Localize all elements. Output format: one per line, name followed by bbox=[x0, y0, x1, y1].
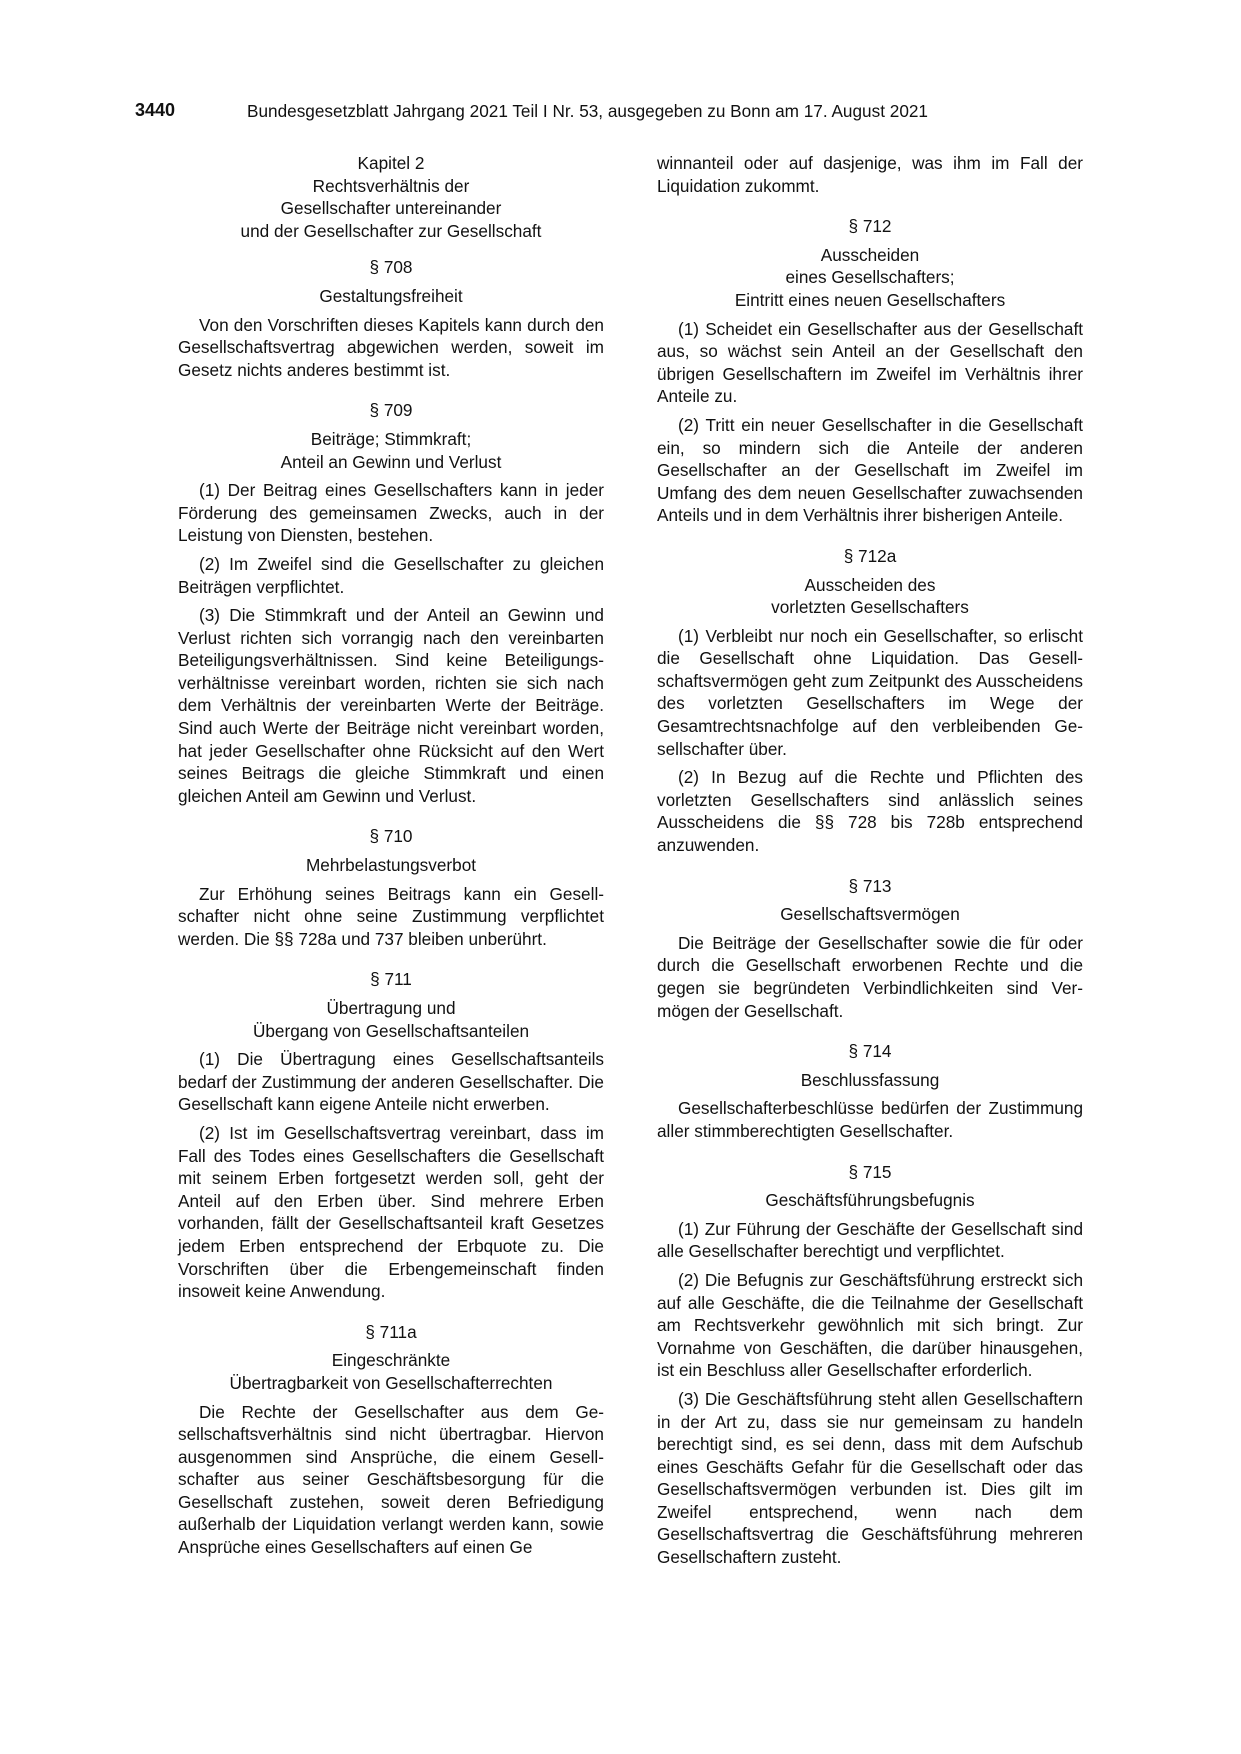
paragraph-continuation: winnanteil oder auf dasjenige, was ihm im Fall der Liquidation zukommt. bbox=[657, 153, 1083, 196]
section-number-712: § 712 bbox=[848, 216, 892, 237]
paragraph: (1) Die Übertragung eines Gesellschaftsanteils bedarf der Zustimmung der anderen Gesellschafter. Die Gesellschaft kann eigene Anteile nicht erwerben. bbox=[178, 1049, 604, 1115]
section-title-713: Gesellschaftsvermögen bbox=[780, 904, 960, 925]
chapter-title-line: Rechtsverhältnis der bbox=[312, 175, 470, 196]
paragraph: Von den Vorschriften dieses Kapitels kann durch den Gesellschaftsvertrag abgewichen werden, soweit im Gesetz nichts anderes bestimmt ist. bbox=[178, 314, 604, 380]
section-title-line: Übergang von Gesellschaftsanteilen bbox=[252, 1020, 530, 1041]
section-number-711a: § 711a bbox=[365, 1321, 417, 1342]
chapter-heading bbox=[178, 152, 604, 242]
chapter-title-line: Gesellschafter untereinander bbox=[280, 198, 502, 219]
section-number-712a: § 712a bbox=[843, 545, 897, 566]
section-title-711 bbox=[178, 997, 604, 1042]
chapter-title-line: und der Gesellschafter zur Gesellschaft bbox=[240, 220, 542, 241]
section-title-714: Beschlussfassung bbox=[800, 1069, 940, 1090]
section-title-line: Eintritt eines neuen Gesellschafters bbox=[734, 289, 1006, 310]
section-title-line: Ausscheiden bbox=[820, 244, 920, 265]
section-number-710: § 710 bbox=[369, 826, 413, 847]
paragraph: Die Beiträge der Gesellschafter sowie die für oder durch die Gesellschaft erworbenen Rechte und die gegen sie begründeten Verbindlichkeiten sind Vermögen der Gesellschaft. bbox=[657, 932, 1083, 1021]
chapter-number: Kapitel 2 bbox=[357, 153, 425, 173]
section-title-715: Geschäftsführungsbefugnis bbox=[765, 1190, 975, 1211]
section-number-713: § 713 bbox=[848, 875, 892, 896]
section-number-709: § 709 bbox=[369, 400, 413, 421]
section-title-line: vorletzten Gesellschafters bbox=[771, 597, 969, 618]
paragraph: (1) Zur Führung der Geschäfte der Gesellschaft sind alle Gesellschafter berechtigt und verpflichtet. bbox=[657, 1218, 1083, 1262]
paragraph: (2) Im Zweifel sind die Gesellschafter zu gleichen Beiträgen verpflichtet. bbox=[178, 553, 604, 597]
section-title-line: Beiträge; Stimmkraft; bbox=[310, 428, 472, 449]
paragraph: (2) In Bezug auf die Rechte und Pflichten des vorletzten Gesellschafters sind anlässlich seines Ausscheidens die §§ 728 bis 728b entsprechend anzuwenden. bbox=[657, 767, 1083, 856]
section-number-714: § 714 bbox=[848, 1041, 892, 1062]
paragraph: (2) Tritt ein neuer Gesellschafter in die Gesellschaft ein, so mindern sich die Anteile der anderen Gesellschafter an der Gesellschaft im Zweifel im Umfang des dem neuen Gesellschafter zuwachsenden Anteils und in dem Verhältnis ihrer bisherigen Anteile. bbox=[657, 414, 1083, 526]
paragraph: Gesellschafterbeschlüsse bedürfen der Zustimmung aller stimmberechtigten Gesellschafter. bbox=[657, 1098, 1083, 1141]
section-title-712a bbox=[657, 574, 1083, 619]
paragraph: (3) Die Stimmkraft und der Anteil an Gewinn und Verlust richten sich vorrangig nach den vereinbarten Beteiligungsverhältnissen. Sind keine Beteiligungsverhältnisse vereinbart worden, richten sie sich nach dem Verhältnis der vereinbarten Werte der Beiträge. Sind auch Werte der Beiträge nicht vereinbart worden, hat jeder Gesellschafter ohne Rücksicht auf den Wert seines Beitrags die gleiche Stimmkraft und einen gleichen Anteil am Gewinn und Verlust. bbox=[178, 605, 604, 806]
section-title-709 bbox=[178, 428, 604, 473]
paragraph: (1) Verbleibt nur noch ein Gesellschafter, so erlischt die Gesellschaft ohne Liquidation. Das Gesellschaftsvermögen geht zum Zeitpunkt des Ausscheidens des vorletzten Gesellschafters im Wege der Gesamtrechtsnachfolge auf den verbleibenden Gesellschafter über. bbox=[657, 625, 1083, 759]
section-number-715: § 715 bbox=[848, 1161, 892, 1182]
section-title-line: Ausscheiden des bbox=[804, 574, 936, 595]
section-title-712 bbox=[657, 244, 1083, 312]
paragraph: (3) Die Geschäftsführung steht allen Gesellschaftern in der Art zu, dass sie nur gemeinsam zu handeln berechtigt sind, es sei denn, dass mit dem Aufschub eines Geschäfts Gefahr für die Gesellschaft oder das Gesellschaftsvermögen verbunden ist. Dies gilt im Zweifel entsprechend, wenn nach dem Gesellschaftsvertrag die Geschäftsführung mehreren Gesellschaftern zusteht. bbox=[657, 1388, 1083, 1568]
section-number-708: § 708 bbox=[369, 257, 413, 278]
paragraph: (1) Scheidet ein Gesellschafter aus der Gesellschaft aus, so wächst sein Anteil an der Gesellschaft den übrigen Gesellschaftern im Zweifel im Verhältnis ihrer Anteile zu. bbox=[657, 318, 1083, 407]
page-number: 3440 bbox=[135, 100, 176, 120]
section-title-710: Mehrbelastungsverbot bbox=[305, 855, 477, 876]
section-title-711a bbox=[178, 1349, 604, 1394]
section-title-line: Übertragbarkeit von Gesellschafterrechten bbox=[229, 1372, 553, 1393]
running-head: Bundesgesetzblatt Jahrgang 2021 Teil I Nr. 53, ausgegeben zu Bonn am 17. August 2021 bbox=[247, 101, 928, 121]
paragraph: Die Rechte der Gesellschafter aus dem Gesellschaftsverhältnis sind nicht übertragbar. Hiervon ausgenommen sind Ansprüche, die einem Gesellschafter aus seiner Geschäftsbesorgung für die Gesellschaft zustehen, soweit deren Befriedigung außerhalb der Liquidation verlangt werden kann, sowie Ansprüche eines Gesellschafters auf einen Ge bbox=[178, 1401, 604, 1558]
right-column bbox=[657, 152, 1083, 1569]
section-title-line: Anteil an Gewinn und Verlust bbox=[280, 451, 502, 472]
left-column bbox=[178, 152, 604, 1559]
section-title-line: eines Gesellschafters; bbox=[785, 267, 955, 288]
paragraph: (2) Die Befugnis zur Geschäftsführung erstreckt sich auf alle Geschäfte, die die Teilnahme der Gesellschaft am Rechtsverkehr gewöhnlich mit sich bringt. Zur Vornahme von Geschäften, die darüber hinausgehen, ist ein Beschluss aller Gesellschafter erforderlich. bbox=[657, 1269, 1083, 1381]
section-title-708: Gestaltungsfreiheit bbox=[319, 285, 463, 306]
section-title-line: Eingeschränkte bbox=[331, 1350, 451, 1371]
paragraph: (2) Ist im Gesellschaftsvertrag vereinbart, dass im Fall des Todes eines Gesellschafters die Gesellschaft mit seinem Erben fortgesetzt werden soll, geht der Anteil auf den Erben über. Sind mehrere Erben vorhanden, fällt der Gesellschaftsanteil kraft Gesetzes jedem Erben entsprechend der Erbquote zu. Die Vorschriften über die Erbengemeinschaft finden insoweit keine Anwendung. bbox=[178, 1122, 604, 1302]
paragraph: Zur Erhöhung seines Beitrags kann ein Gesellschafter nicht ohne seine Zustimmung verpflichtet werden. Die §§ 728a und 737 bleiben unberührt. bbox=[178, 883, 604, 949]
paragraph: (1) Der Beitrag eines Gesellschafters kann in jeder Förderung des gemeinsamen Zwecks, auch in der Leistung von Diensten, bestehen. bbox=[178, 480, 604, 546]
page-header bbox=[135, 100, 1105, 130]
section-number-711: § 711 bbox=[370, 969, 412, 990]
section-title-line: Übertragung und bbox=[326, 998, 456, 1018]
